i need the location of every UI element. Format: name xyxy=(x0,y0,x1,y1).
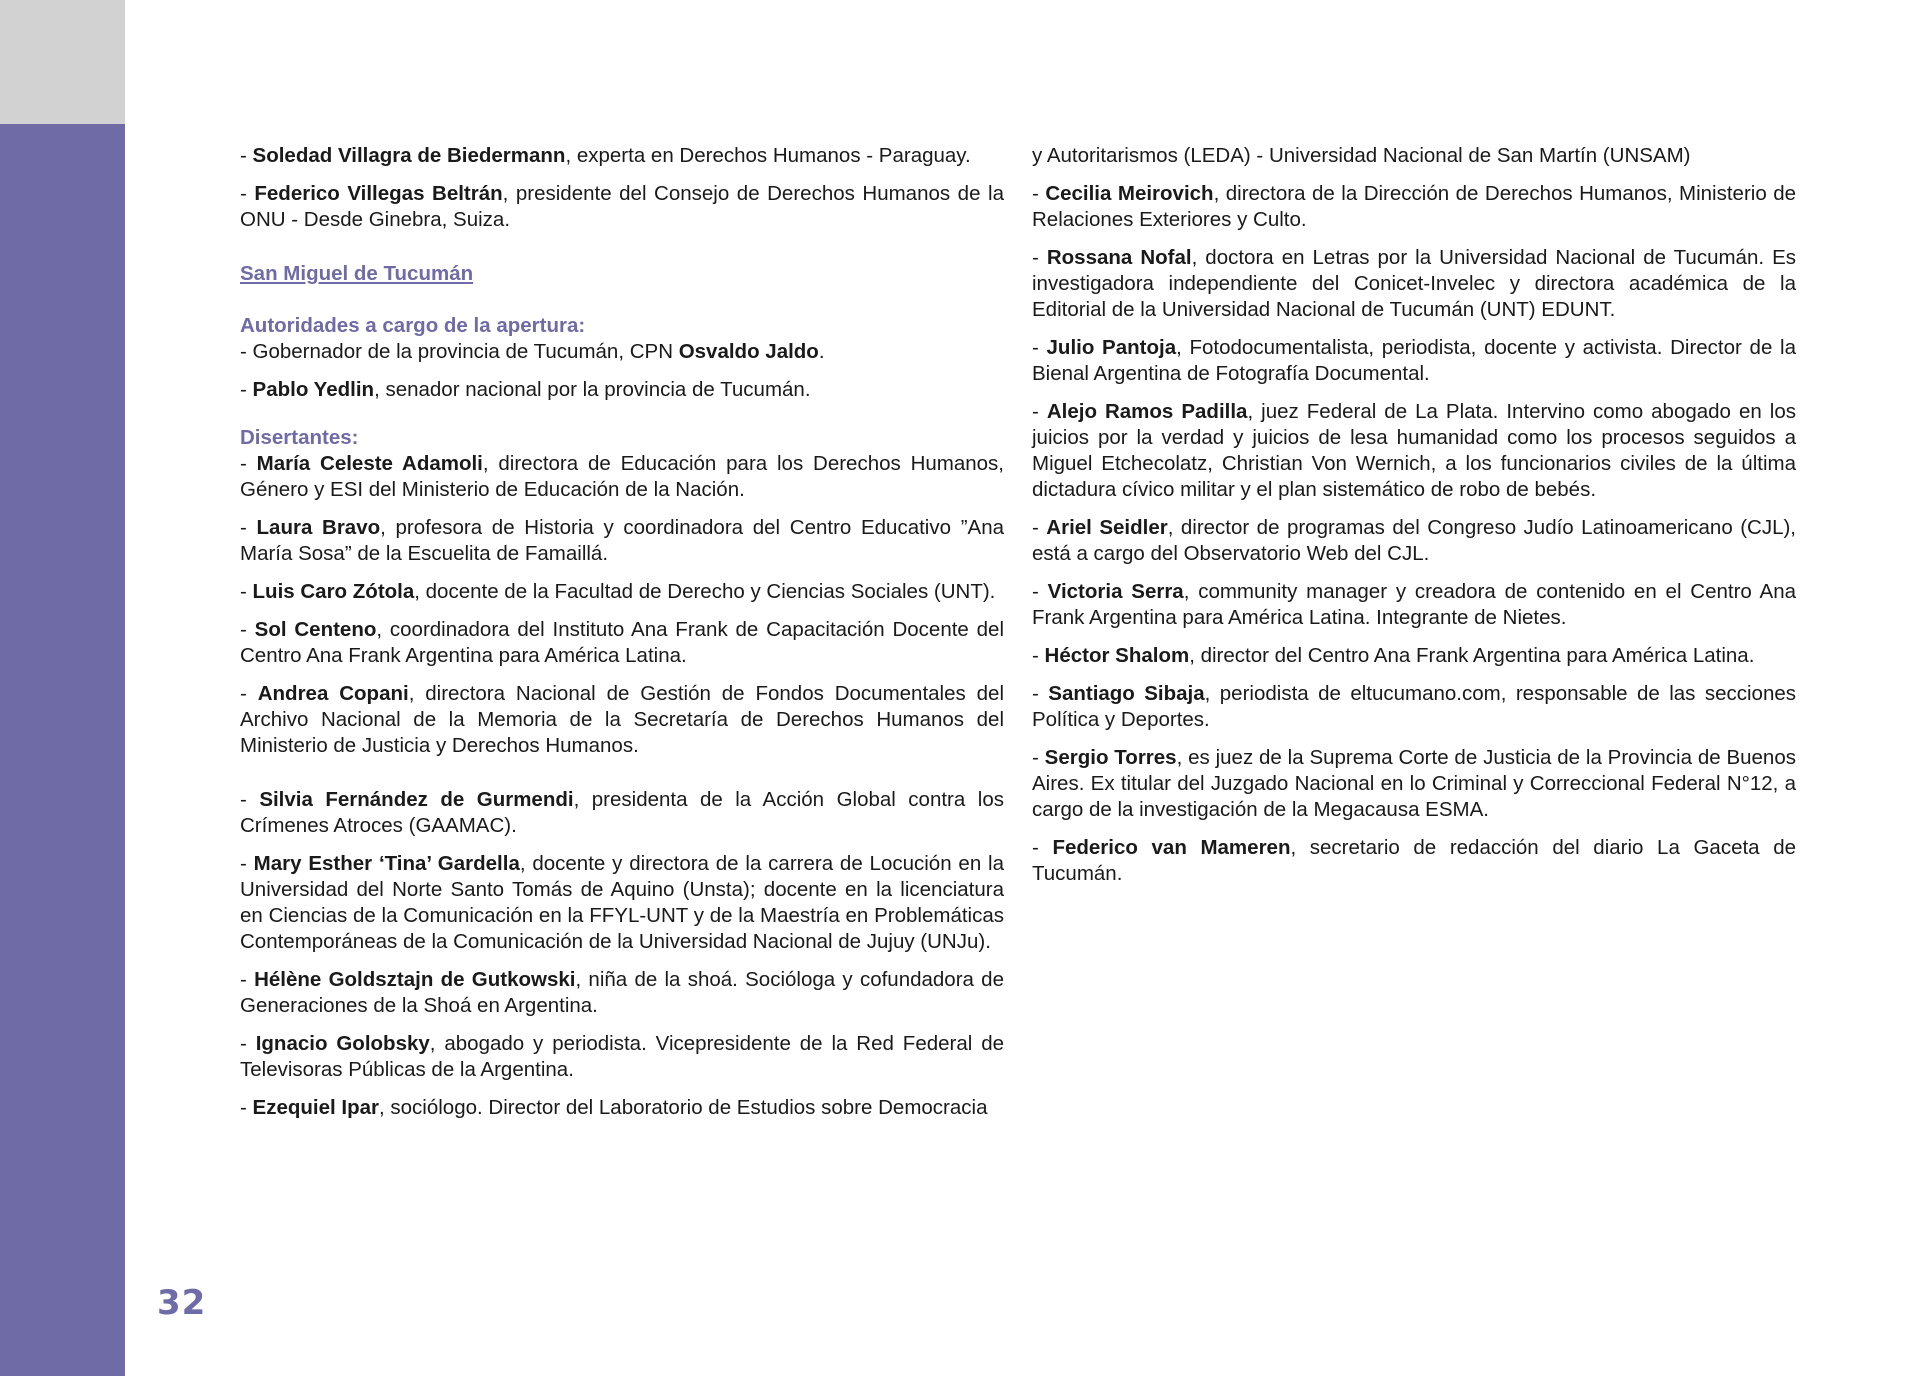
person-description: , coordinadora del Instituto Ana Frank de Capacitación Docente del Centro Ana Frank Argentina para América Latina. xyxy=(240,618,1005,667)
section-title: San Miguel de Tucumán xyxy=(240,262,474,285)
list-item: - Ariel Seidler, director de programas del Congreso Judío Latinoamericano (CJL), está a cargo del Observatorio Web del CJL. xyxy=(1032,516,1796,565)
person-description: , directora de la Dirección de Derechos Humanos, Ministerio de Relaciones Exteriores y Culto. xyxy=(1032,182,1796,231)
person-description: , es juez de la Suprema Corte de Justicia de la Provincia de Buenos Aires. Ex titular del Juzgado Nacional en lo Criminal y Correccional Federal N°12, a cargo de la investigación de la Megacausa ESMA. xyxy=(1032,746,1796,821)
person-name: Cecilia Meirovich xyxy=(1045,182,1214,205)
person-description: , docente de la Facultad de Derecho y Ciencias Sociales (UNT). xyxy=(414,580,996,603)
person-name: Alejo Ramos Padilla xyxy=(1046,400,1248,423)
person-description: . xyxy=(818,340,825,363)
person-name: Sergio Torres xyxy=(1044,746,1177,769)
person-name: Ignacio Golobsky xyxy=(255,1032,430,1055)
person-name: Federico van Mameren xyxy=(1052,836,1291,859)
person-description: , sociólogo. Director del Laboratorio de Estudios sobre Democracia xyxy=(379,1096,988,1119)
list-item: - Sol Centeno, coordinadora del Instituto Ana Frank de Capacitación Docente del Centro Ana Frank Argentina para América Latina. xyxy=(240,618,1005,667)
list-item: - Cecilia Meirovich, directora de la Dirección de Derechos Humanos, Ministerio de Relaciones Exteriores y Culto. xyxy=(1032,182,1796,231)
item-prefix: - Gobernador de la provincia de Tucumán, CPN xyxy=(240,340,679,363)
person-description: , juez Federal de La Plata. Intervino como abogado en los juicios por la verdad y juicios de lesa humanidad como los procesos seguidos a Miguel Etchecolatz, Christian Von Wernich, a los funcionarios civiles de la última dictadura cívico militar y el plan sistemático de robo de bebés. xyxy=(1032,400,1796,501)
list-item: - Federico Villegas Beltrán, presidente del Consejo de Derechos Humanos de la ONU - Desde Ginebra, Suiza. xyxy=(240,182,1004,231)
person-name: Luis Caro Zótola xyxy=(252,580,415,603)
person-name: Héctor Shalom xyxy=(1044,644,1190,667)
list-item: - Laura Bravo, profesora de Historia y coordinadora del Centro Educativo ”Ana María Sosa” de la Escuelita de Famaillá. xyxy=(240,516,1004,565)
list-item xyxy=(240,339,1004,365)
item-prefix: - xyxy=(240,378,253,401)
person-name: Mary Esther ‘Tina’ Gardella xyxy=(253,852,520,875)
list-item: - Sergio Torres, es juez de la Suprema Corte de Justicia de la Provincia de Buenos Aires. Ex titular del Juzgado Nacional en lo Criminal y Correccional Federal N°12, a cargo de la investigación de la Megacausa ESMA. xyxy=(1032,746,1796,821)
person-name: Ariel Seidler xyxy=(1046,516,1168,539)
continuation-text: y Autoritarismos (LEDA) - Universidad Nacional de San Martín (UNSAM) xyxy=(1032,144,1691,167)
left-column xyxy=(240,143,1004,1133)
list-item xyxy=(240,377,1004,403)
person-name: Rossana Nofal xyxy=(1046,246,1192,269)
person-description: , periodista de eltucumano.com, responsable de las secciones Política y Deportes. xyxy=(1032,682,1796,731)
person-description: , director de programas del Congreso Judío Latinoamericano (CJL), está a cargo del Observatorio Web del CJL. xyxy=(1032,516,1796,565)
list-item: - Hélène Goldsztajn de Gutkowski, niña de la shoá. Socióloga y cofundadora de Generaciones de la Shoá en Argentina. xyxy=(240,968,1004,1017)
person-description: , directora Nacional de Gestión de Fondos Documentales del Archivo Nacional de la Memoria de la Secretaría de Derechos Humanos del Ministerio de Justicia y Derechos Humanos. xyxy=(240,682,1005,757)
disertantes-heading: Disertantes: xyxy=(240,426,359,449)
person-description: , senador nacional por la provincia de Tucumán. xyxy=(374,378,811,401)
person-name: María Celeste Adamoli xyxy=(256,452,483,475)
person-description: , Fotodocumentalista, periodista, docente y activista. Director de la Bienal Argentina de Fotografía Documental. xyxy=(1032,336,1796,385)
person-name: Sol Centeno xyxy=(254,618,377,641)
person-description: , experta en Derechos Humanos - Paraguay. xyxy=(565,144,971,167)
person-description: , presidente del Consejo de Derechos Humanos de la ONU - Desde Ginebra, Suiza. xyxy=(240,182,1004,231)
autoridades-heading: Autoridades a cargo de la apertura: xyxy=(240,314,586,337)
list-item: - Victoria Serra, community manager y creadora de contenido en el Centro Ana Frank Argentina para América Latina. Integrante de Nietes. xyxy=(1032,580,1796,629)
list-item: - Andrea Copani, directora Nacional de Gestión de Fondos Documentales del Archivo Nacional de la Memoria de la Secretaría de Derechos Humanos del Ministerio de Justicia y Derechos Humanos. xyxy=(240,682,1005,757)
person-description: , abogado y periodista. Vicepresidente de la Red Federal de Televisoras Públicas de la Argentina. xyxy=(240,1032,1004,1081)
person-description: , directora de Educación para los Derechos Humanos, Género y ESI del Ministerio de Educación de la Nación. xyxy=(240,452,1005,501)
list-item: - Mary Esther ‘Tina’ Gardella, docente y directora de la carrera de Locución en la Universidad del Norte Santo Tomás de Aquino (Unsta); docente en la licenciatura en Ciencias de la Comunicación en la FFYL-UNT y de la Maestría en Problemáticas Contemporáneas de la Comunicación de la Universidad Nacional de Jujuy (UNJu). xyxy=(240,852,1004,953)
list-item: - Silvia Fernández de Gurmendi, presidenta de la Acción Global contra los Crímenes Atroces (GAAMAC). xyxy=(240,788,1004,837)
person-name: Pablo Yedlin xyxy=(252,378,375,401)
person-name: Federico Villegas Beltrán xyxy=(254,182,503,205)
list-item: - Rossana Nofal, doctora en Letras por la Universidad Nacional de Tucumán. Es investigadora independiente del Conicet-Invelec y directora académica de la Editorial de la Universidad Nacional de Tucumán (UNT) EDUNT. xyxy=(1032,246,1796,321)
person-name: Julio Pantoja xyxy=(1046,336,1177,359)
person-name: Silvia Fernández de Gurmendi xyxy=(259,788,574,811)
person-name: Andrea Copani xyxy=(257,682,409,705)
list-item: - Ignacio Golobsky, abogado y periodista. Vicepresidente de la Red Federal de Televisoras Públicas de la Argentina. xyxy=(240,1032,1004,1081)
person-description: , doctora en Letras por la Universidad Nacional de Tucumán. Es investigadora independiente del Conicet-Invelec y directora académica de la Editorial de la Universidad Nacional de Tucumán (UNT) EDUNT. xyxy=(1032,246,1796,321)
person-description: , niña de la shoá. Socióloga y cofundadora de Generaciones de la Shoá en Argentina. xyxy=(240,968,1004,1017)
sidebar-band xyxy=(0,124,125,1376)
person-description: , presidenta de la Acción Global contra los Crímenes Atroces (GAAMAC). xyxy=(240,788,1004,837)
person-name: Osvaldo Jaldo xyxy=(678,340,819,363)
person-name: Hélène Goldsztajn de Gutkowski xyxy=(254,968,576,991)
person-name: Laura Bravo xyxy=(256,516,381,539)
list-item: - Soledad Villagra de Biedermann, experta en Derechos Humanos - Paraguay. xyxy=(240,144,971,167)
list-item: - María Celeste Adamoli, directora de Educación para los Derechos Humanos, Género y ESI del Ministerio de Educación de la Nación. xyxy=(240,452,1005,501)
person-name: Soledad Villagra de Biedermann xyxy=(252,144,566,167)
list-item: - Federico van Mameren, secretario de redacción del diario La Gaceta de Tucumán. xyxy=(1032,836,1796,885)
list-item: - Héctor Shalom, director del Centro Ana Frank Argentina para América Latina. xyxy=(1032,644,1755,667)
list-item: - Luis Caro Zótola, docente de la Facultad de Derecho y Ciencias Sociales (UNT). xyxy=(240,580,996,603)
list-item: - Julio Pantoja, Fotodocumentalista, periodista, docente y activista. Director de la Bienal Argentina de Fotografía Documental. xyxy=(1032,336,1796,385)
list-item: - Ezequiel Ipar, sociólogo. Director del Laboratorio de Estudios sobre Democracia xyxy=(240,1096,988,1119)
sidebar-top-block xyxy=(0,0,125,124)
right-column xyxy=(1032,143,1796,899)
person-description: , docente y directora de la carrera de Locución en la Universidad del Norte Santo Tomás de Aquino (Unsta); docente en la licenciatura en Ciencias de la Comunicación en la FFYL-UNT y de la Maestría en Problemáticas Contemporáneas de la Comunicación de la Universidad Nacional de Jujuy (UNJu). xyxy=(240,852,1004,953)
page-number: 32 xyxy=(157,1283,207,1323)
person-description: , community manager y creadora de contenido en el Centro Ana Frank Argentina para América Latina. Integrante de Nietes. xyxy=(1032,580,1796,629)
person-name: Victoria Serra xyxy=(1047,580,1184,603)
list-item: - Alejo Ramos Padilla, juez Federal de La Plata. Intervino como abogado en los juicios por la verdad y juicios de lesa humanidad como los procesos seguidos a Miguel Etchecolatz, Christian Von Wernich, a los funcionarios civiles de la última dictadura cívico militar y el plan sistemático de robo de bebés. xyxy=(1032,400,1796,501)
list-item: - Santiago Sibaja, periodista de eltucumano.com, responsable de las secciones Política y Deportes. xyxy=(1032,682,1796,731)
person-name: Santiago Sibaja xyxy=(1048,682,1205,705)
person-name: Ezequiel Ipar xyxy=(252,1096,379,1119)
person-description: , secretario de redacción del diario La Gaceta de Tucumán. xyxy=(1032,836,1796,885)
person-description: , profesora de Historia y coordinadora del Centro Educativo ”Ana María Sosa” de la Escuelita de Famaillá. xyxy=(240,516,1004,565)
person-description: , director del Centro Ana Frank Argentina para América Latina. xyxy=(1189,644,1755,667)
